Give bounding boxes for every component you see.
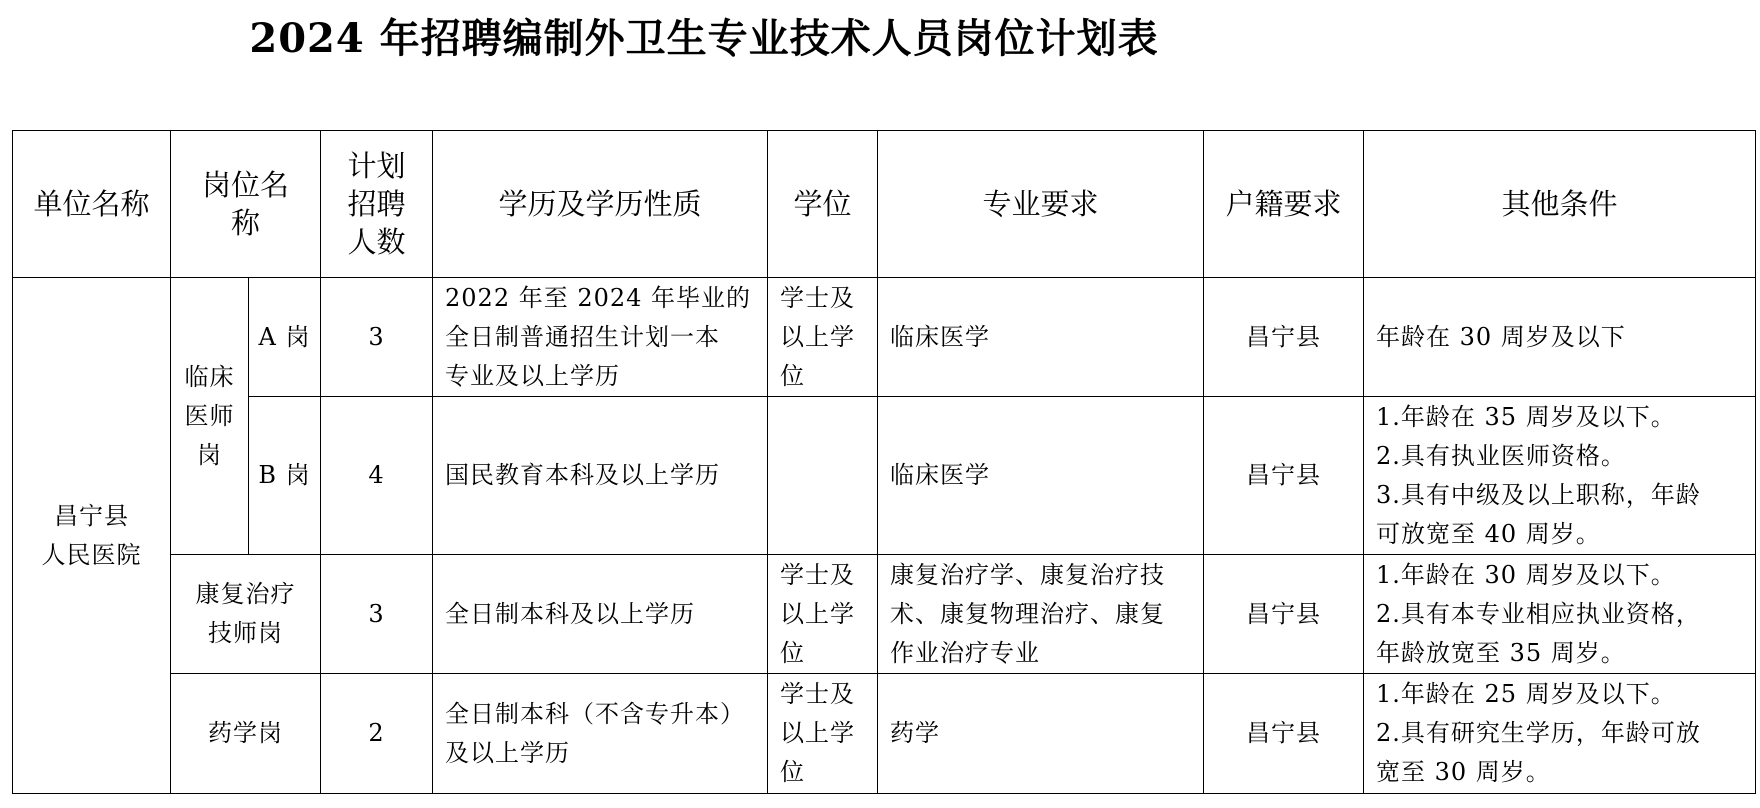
clinical-group-line3: 岗 (197, 440, 222, 469)
clinical-group-cell (171, 278, 249, 555)
table-row-rehab (13, 555, 1756, 674)
post-b-education (433, 397, 768, 555)
unit-cell (13, 278, 171, 794)
post-a-edu-line2: 全日制普通招生计划一本 (445, 322, 721, 351)
post-a-edu-line1: 2022 年至 2024 年毕业的 (445, 283, 752, 312)
post-b-other-line3: 3.具有中级及以上职称，年龄 (1376, 480, 1701, 509)
table-row-pharmacy (13, 674, 1756, 794)
rehab-degree-line1: 学士及 (780, 560, 856, 589)
post-b-count: 4 (321, 397, 433, 555)
pharmacy-major: 药学 (878, 674, 1204, 794)
unit-line2: 人民医院 (41, 540, 142, 569)
recruitment-plan-table (12, 130, 1756, 794)
pharmacy-edu-line1: 全日制本科（不含专升本） (445, 699, 746, 728)
header-position-line1: 岗位名 (202, 168, 290, 202)
post-b-other-line1: 1.年龄在 35 周岁及以下。 (1376, 402, 1676, 431)
post-a-edu-line3: 专业及以上学历 (445, 361, 621, 390)
header-count-line1: 计划 (347, 149, 406, 183)
header-major: 专业要求 (878, 131, 1204, 278)
clinical-group-line2: 医师 (184, 401, 235, 430)
header-unit: 单位名称 (13, 131, 171, 278)
table-row-post-a (13, 278, 1756, 397)
rehab-degree (768, 555, 878, 674)
rehab-major-line2: 术、康复物理治疗、康复 (890, 599, 1166, 628)
post-a-major: 临床医学 (878, 278, 1204, 397)
pharmacy-residence: 昌宁县 (1204, 674, 1364, 794)
header-residence: 户籍要求 (1204, 131, 1364, 278)
rehab-major-line3: 作业治疗专业 (890, 638, 1041, 667)
clinical-group-line1: 临床 (184, 362, 235, 391)
rehab-education (433, 555, 768, 674)
post-a-degree (768, 278, 878, 397)
pharmacy-other-line3: 宽至 30 周岁。 (1376, 758, 1551, 786)
rehab-edu-line1: 全日制本科及以上学历 (445, 599, 696, 628)
rehab-other (1364, 555, 1756, 674)
post-a-degree-line2: 以上学 (780, 322, 856, 351)
post-a-residence: 昌宁县 (1204, 278, 1364, 397)
pharmacy-degree-line1: 学士及 (780, 680, 856, 708)
header-count (321, 131, 433, 278)
rehab-residence: 昌宁县 (1204, 555, 1364, 674)
table-row-post-b (13, 397, 1756, 555)
rehab-major (878, 555, 1204, 674)
post-b-other-line2: 2.具有执业医师资格。 (1376, 441, 1626, 470)
post-b-other-line4: 可放宽至 40 周岁。 (1376, 519, 1601, 548)
post-b-major: 临床医学 (878, 397, 1204, 555)
post-a-other-line1: 年龄在 30 周岁及以下 (1376, 322, 1626, 351)
post-b-degree (768, 397, 878, 555)
rehab-count: 3 (321, 555, 433, 674)
pharmacy-degree-line2: 以上学 (780, 719, 856, 747)
pharmacy-other-line2: 2.具有研究生学历，年龄可放 (1376, 719, 1701, 747)
rehab-name (171, 555, 321, 674)
rehab-other-line1: 1.年龄在 30 周岁及以下。 (1376, 560, 1676, 589)
header-position-line2: 称 (231, 206, 261, 240)
header-education: 学历及学历性质 (433, 131, 768, 278)
post-b-edu-line1: 国民教育本科及以上学历 (445, 461, 721, 489)
rehab-degree-line2: 以上学 (780, 599, 856, 628)
rehab-name-line1: 康复治疗 (195, 580, 296, 608)
rehab-major-line1: 康复治疗学、康复治疗技 (890, 560, 1166, 589)
header-degree: 学位 (768, 131, 878, 278)
post-a-other (1364, 278, 1756, 397)
pharmacy-degree (768, 674, 878, 794)
pharmacy-degree-line3: 位 (780, 758, 806, 786)
pharmacy-other-line1: 1.年龄在 25 周岁及以下。 (1376, 680, 1676, 708)
rehab-other-line3: 年龄放宽至 35 周岁。 (1376, 638, 1626, 667)
rehab-other-line2: 2.具有本专业相应执业资格， (1376, 599, 1701, 628)
page-title: 2024 年招聘编制外卫生专业技术人员岗位计划表 (249, 15, 1159, 62)
header-count-line2: 招聘 (347, 187, 406, 221)
rehab-degree-line3: 位 (780, 638, 806, 667)
post-b-sub: B 岗 (249, 397, 321, 555)
header-position (171, 131, 321, 278)
pharmacy-education (433, 674, 768, 794)
post-a-sub: A 岗 (249, 278, 321, 397)
post-a-degree-line1: 学士及 (780, 283, 856, 312)
pharmacy-edu-line2: 及以上学历 (445, 738, 571, 767)
pharmacy-count: 2 (321, 674, 433, 794)
post-a-education (433, 278, 768, 397)
pharmacy-name: 药学岗 (171, 674, 321, 794)
header-row (13, 131, 1756, 278)
post-a-degree-line3: 位 (780, 361, 806, 390)
header-other: 其他条件 (1364, 131, 1756, 278)
post-a-count: 3 (321, 278, 433, 397)
header-count-line3: 人数 (347, 225, 406, 259)
pharmacy-other (1364, 674, 1756, 794)
post-b-residence: 昌宁县 (1204, 397, 1364, 555)
rehab-name-line2: 技师岗 (208, 619, 283, 647)
unit-line1: 昌宁县 (54, 501, 129, 530)
post-b-other (1364, 397, 1756, 555)
